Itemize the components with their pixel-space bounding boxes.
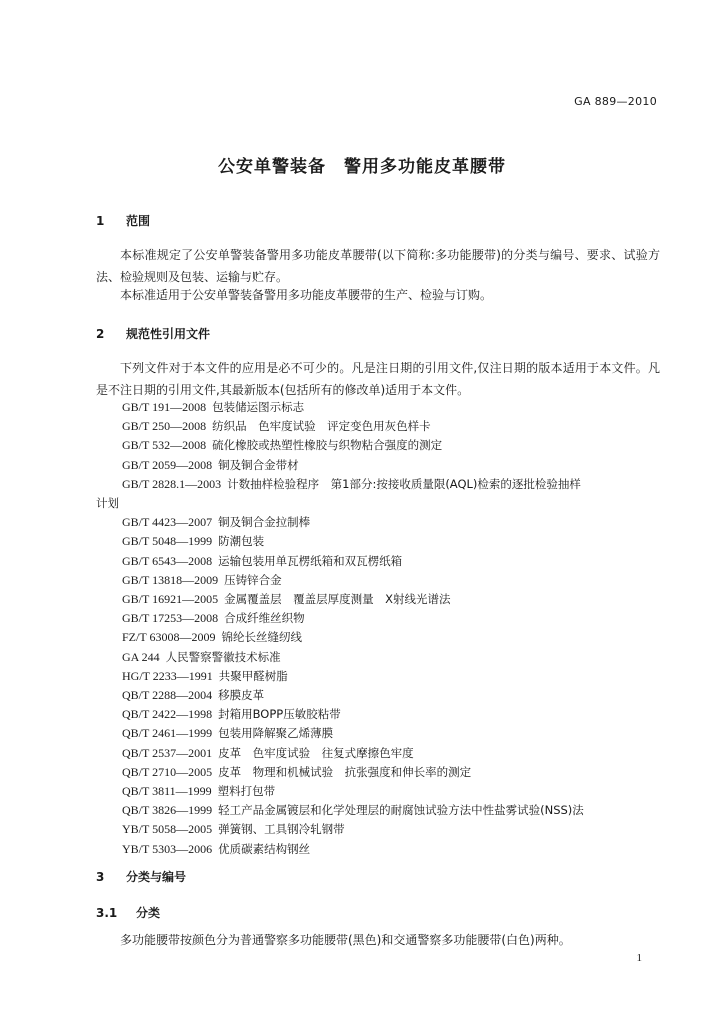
reference-code: QB/T 2710—2005 — [122, 764, 213, 779]
reference-item — [96, 628, 660, 647]
reference-code: GB/T 13818—2009 — [122, 572, 219, 587]
reference-code: YB/T 5303—2006 — [122, 841, 213, 856]
subsection-number: 3.1 — [96, 906, 118, 920]
reference-item — [96, 705, 660, 724]
reference-title: 塑料打包带 — [217, 784, 276, 799]
reference-item — [96, 801, 660, 820]
section-3-heading — [96, 868, 186, 885]
reference-title: 移膜皮革 — [218, 688, 265, 703]
reference-item — [96, 763, 660, 782]
reference-item — [96, 571, 660, 590]
reference-title: 包装储运图示标志 — [212, 400, 305, 414]
page-number: 1 — [636, 952, 642, 964]
reference-item — [96, 840, 660, 859]
reference-title: 压铸锌合金 — [224, 572, 282, 587]
reference-code: QB/T 2288—2004 — [122, 688, 213, 703]
reference-code: QB/T 2461—1999 — [122, 726, 213, 741]
reference-code: YB/T 5058—2005 — [122, 822, 213, 837]
reference-title: 金属覆盖层 覆盖层厚度测量 X射线光谱法 — [224, 592, 451, 607]
reference-title-continuation: 计划 — [96, 496, 119, 511]
document-title: 公安单警装备 警用多功能皮革腰带 — [218, 157, 506, 177]
reference-title: 包装用降解聚乙烯薄膜 — [218, 726, 334, 741]
section-number: 3 — [96, 870, 105, 884]
reference-code: GB/T 4423—2007 — [122, 515, 213, 530]
scope-paragraph-2: 本标准适用于公安单警装备警用多功能皮革腰带的生产、检验与订购。 — [120, 288, 493, 302]
reference-code: GB/T 6543—2008 — [122, 553, 213, 568]
reference-item — [96, 417, 660, 436]
reference-code: QB/T 3811—1999 — [122, 784, 212, 799]
reference-code: GB/T 2059—2008 — [122, 457, 213, 472]
reference-title: 防潮包装 — [218, 534, 265, 549]
reference-item — [96, 532, 660, 551]
reference-item — [96, 436, 660, 455]
reference-title: 封箱用BOPP压敏胶粘带 — [218, 707, 341, 722]
references-intro: 下列文件对于本文件的应用是必不可少的。凡是注日期的引用文件,仅注日期的版本适用于本文件。凡是不注日期的引用文件,其最新版本(包括所有的修改单)适用于本文件。 — [96, 361, 660, 397]
reference-item — [96, 648, 660, 667]
reference-item — [96, 782, 660, 801]
subsection-title: 分类 — [136, 906, 161, 920]
classification-paragraph: 多功能腰带按颜色分为普通警察多功能腰带(黑色)和交通警察多功能腰带(白色)两种。 — [120, 933, 571, 947]
reference-code: GB/T 532—2008 — [122, 438, 207, 453]
reference-item — [96, 552, 660, 571]
reference-code: QB/T 2537—2001 — [122, 745, 213, 760]
reference-item — [96, 686, 660, 705]
reference-code: HG/T 2233—1991 — [122, 668, 213, 683]
reference-title: 优质碳素结构钢丝 — [218, 841, 311, 856]
reference-item — [96, 513, 660, 532]
reference-code: QB/T 3826—1999 — [122, 803, 213, 818]
reference-item — [96, 609, 660, 628]
section-title: 范围 — [126, 214, 151, 228]
reference-title: 轻工产品金属镀层和化学处理层的耐腐蚀试验方法中性盐雾试验(NSS)法 — [218, 803, 584, 818]
reference-title: 运输包装用单瓦楞纸箱和双瓦楞纸箱 — [218, 553, 403, 568]
reference-item — [96, 398, 660, 417]
reference-code: GB/T 17253—2008 — [122, 611, 219, 626]
reference-item — [96, 820, 660, 839]
section-2-heading — [96, 325, 210, 342]
reference-title: 纺织品 色牢度试验 评定变色用灰色样卡 — [212, 419, 431, 434]
reference-title: 皮革 物理和机械试验 抗张强度和伸长率的测定 — [218, 764, 472, 779]
reference-code: QB/T 2422—1998 — [122, 707, 213, 722]
reference-item — [96, 744, 660, 763]
reference-item — [96, 475, 660, 513]
reference-item — [96, 724, 660, 743]
reference-title: 铜及铜合金拉制棒 — [218, 515, 311, 530]
reference-code: GB/T 191—2008 — [122, 400, 207, 414]
reference-title: 人民警察警徽技术标准 — [165, 649, 281, 664]
reference-item — [96, 667, 660, 686]
reference-code: FZ/T 63008—2009 — [122, 630, 216, 645]
subsection-3-1-heading — [96, 904, 160, 921]
reference-item — [96, 456, 660, 475]
section-number: 1 — [96, 214, 105, 228]
section-title: 分类与编号 — [126, 870, 187, 884]
reference-item — [96, 590, 660, 609]
reference-title: 硫化橡胶或热塑性橡胶与织物粘合强度的测定 — [212, 438, 443, 453]
reference-title: 合成纤维丝织物 — [224, 611, 305, 626]
reference-title: 弹簧钢、工具钢冷轧钢带 — [218, 822, 345, 837]
section-title: 规范性引用文件 — [126, 327, 211, 341]
reference-title: 共聚甲醛树脂 — [218, 668, 288, 683]
reference-title: 皮革 色牢度试验 往复式摩擦色牢度 — [218, 745, 414, 760]
reference-code: GB/T 2828.1—2003 — [122, 476, 222, 491]
reference-title: 锦纶长丝缝纫线 — [221, 630, 302, 645]
reference-list — [96, 398, 660, 859]
reference-code: GB/T 16921—2005 — [122, 592, 219, 607]
section-number: 2 — [96, 327, 105, 341]
reference-title: 计数抽样检验程序 第1部分:按接收质量限(AQL)检索的逐批检验抽样 — [227, 476, 581, 491]
section-1-heading — [96, 212, 150, 229]
scope-paragraph-1: 本标准规定了公安单警装备警用多功能皮革腰带(以下简称:多功能腰带)的分类与编号、要求、试验方法、检验规则及包装、运输与贮存。 — [96, 248, 660, 284]
reference-title: 铜及铜合金带材 — [218, 457, 299, 472]
reference-code: GB/T 250—2008 — [122, 419, 207, 434]
standard-code: GA 889—2010 — [574, 95, 657, 108]
reference-code: GA 244 — [122, 649, 160, 664]
reference-code: GB/T 5048—1999 — [122, 534, 213, 549]
